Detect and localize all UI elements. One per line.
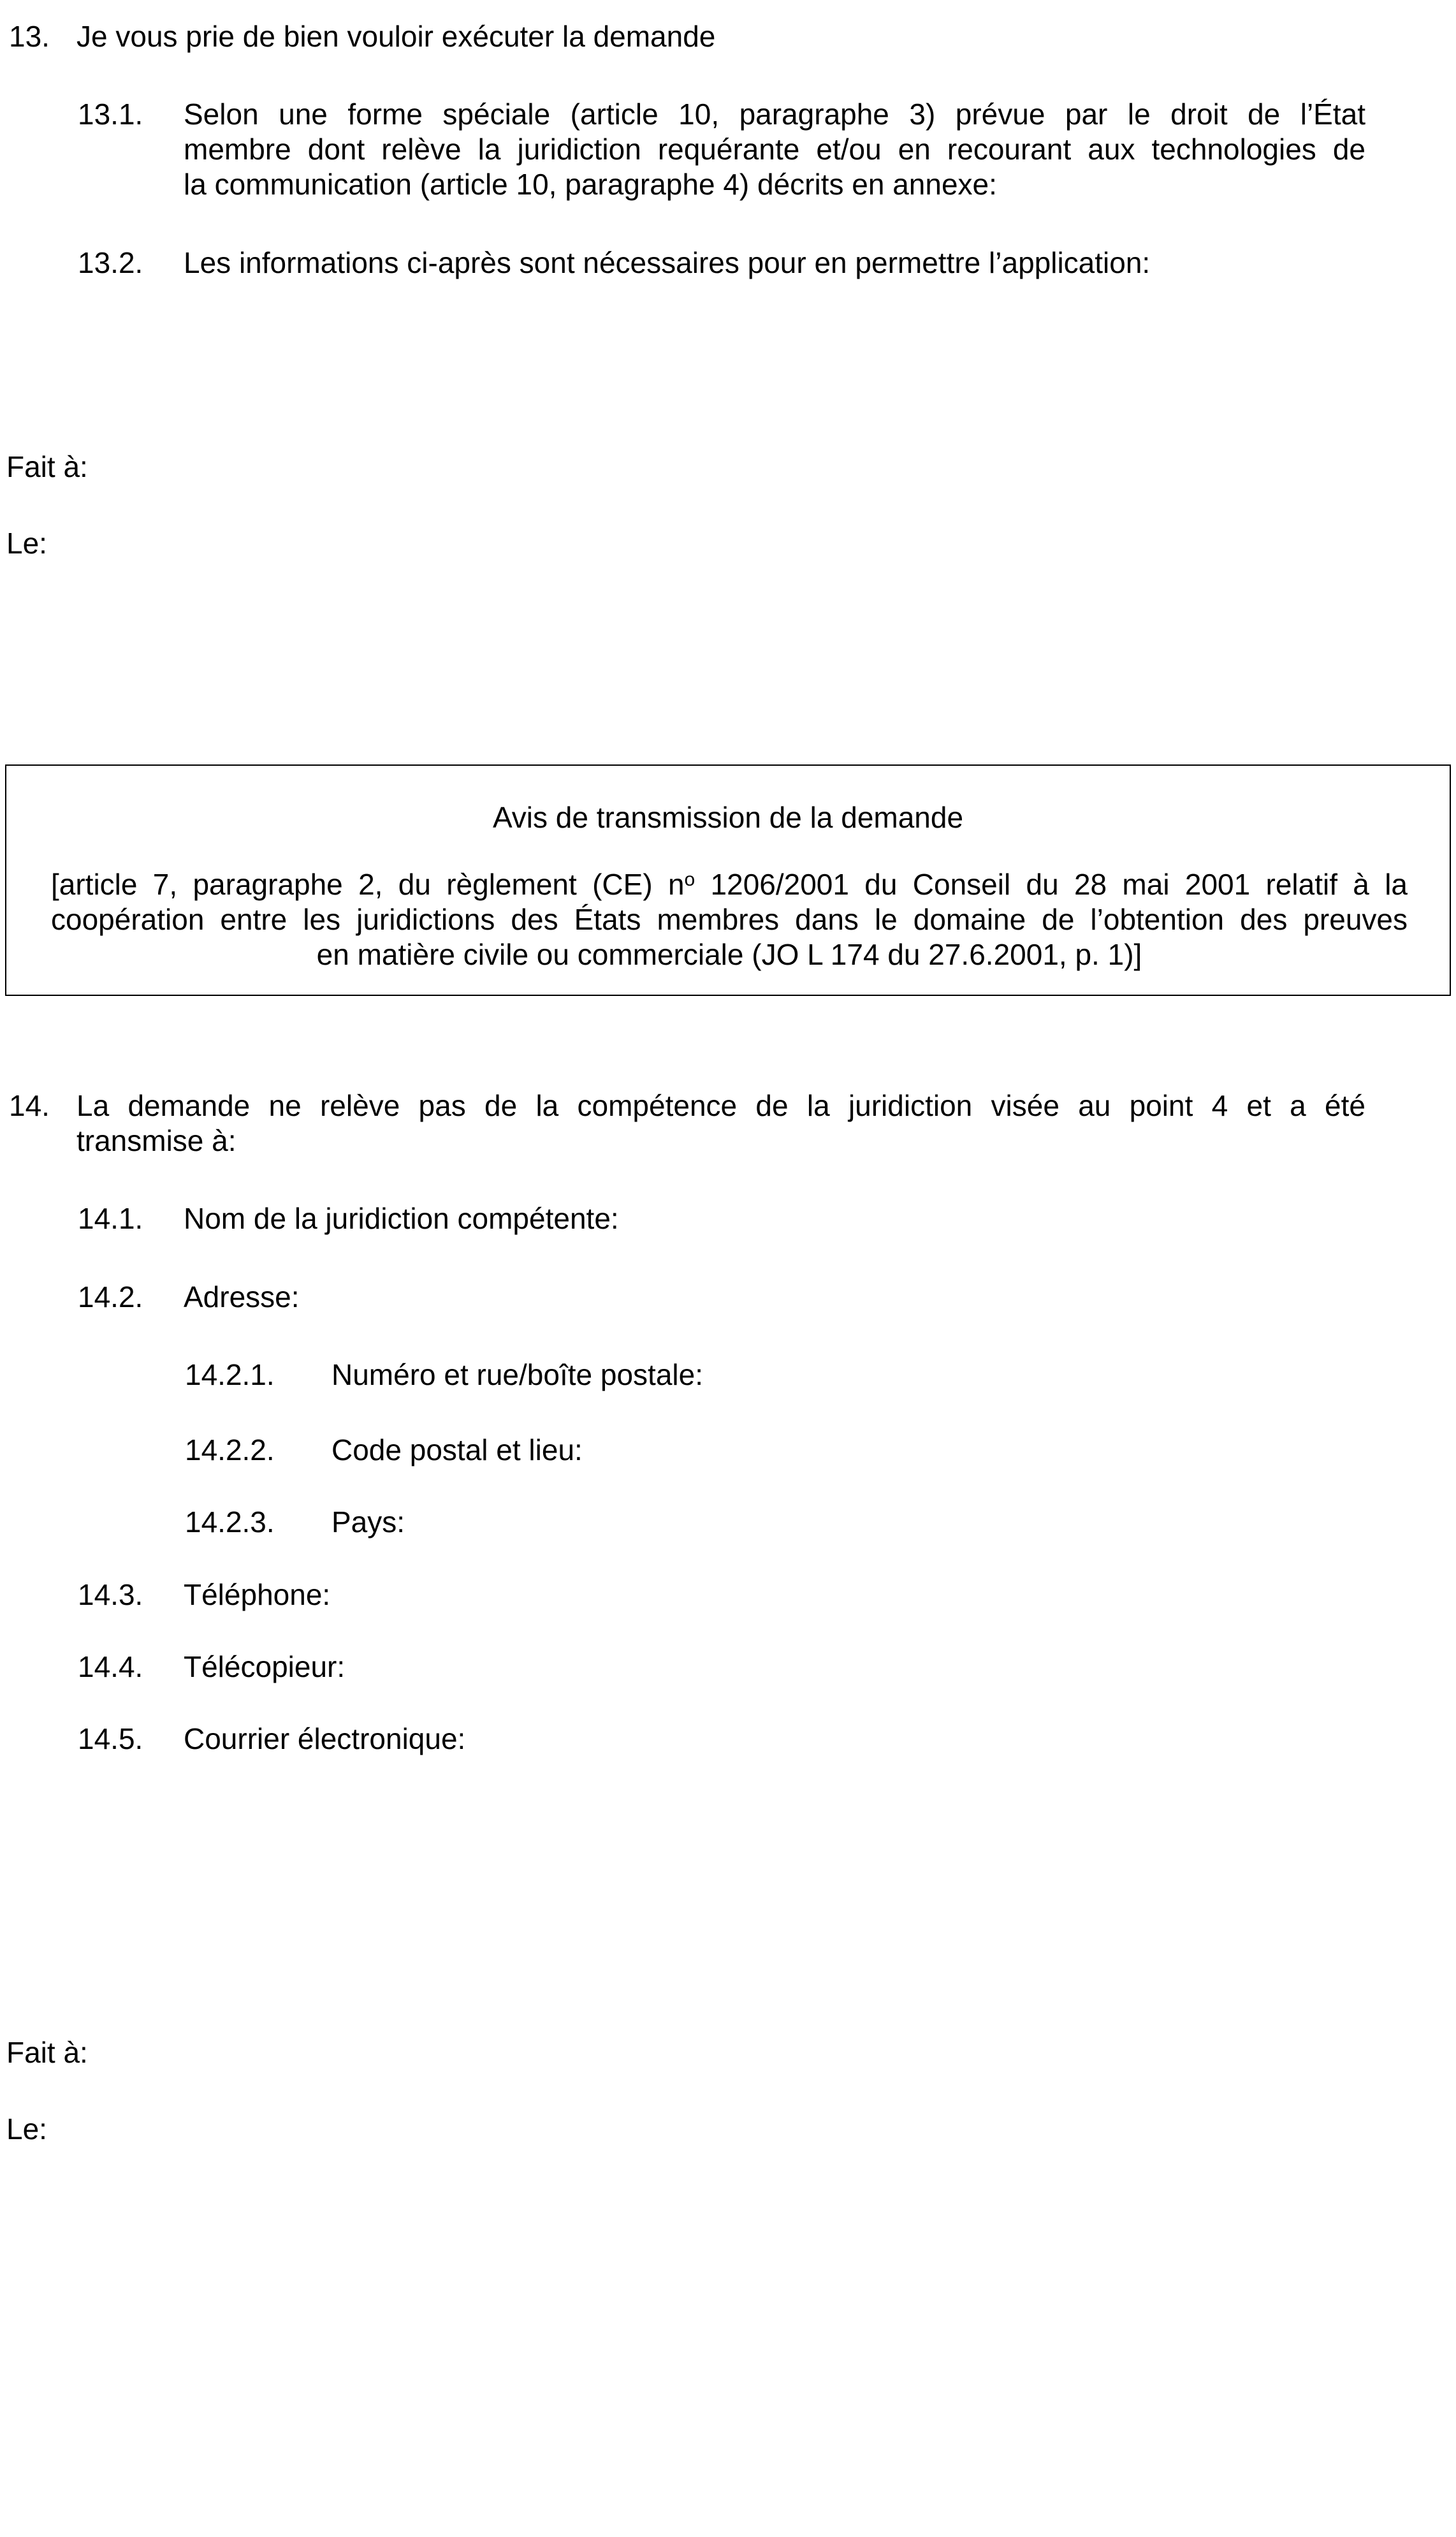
notice-line: en matière civile ou commerciale (JO L 174 du 27.6.2001, p. 1)]	[316, 938, 1142, 971]
item-14-2-3-label: Pays:	[331, 1505, 405, 1539]
place-label: Fait à:	[6, 2036, 88, 2069]
section-14-line: La demande ne relève pas de la compétence de la juridiction visée au point 4 et a été	[76, 1089, 1365, 1122]
item-14-5-label: Courrier électronique:	[184, 1722, 466, 1755]
item-13-1-line: membre dont relève la juridiction requérante et/ou en recourant aux technologies de	[184, 133, 1365, 166]
notice-title: Avis de transmission de la demande	[492, 801, 964, 834]
item-14-1-number: 14.1.	[78, 1202, 143, 1235]
date-label: Le:	[6, 527, 47, 560]
item-13-2-number: 13.2.	[78, 246, 143, 279]
item-14-2-1-number: 14.2.1.	[185, 1358, 275, 1391]
notice-line	[51, 867, 1408, 902]
section-13-text: Je vous prie de bien vouloir exécuter la demande	[76, 20, 716, 53]
place-label: Fait à:	[6, 450, 88, 483]
section-14-line: transmise à:	[76, 1124, 237, 1157]
item-13-1-text	[184, 97, 1365, 202]
item-14-2-1-label: Numéro et rue/boîte postale:	[331, 1358, 703, 1391]
section-13-number: 13.	[9, 20, 50, 53]
item-13-1-line: la communication (article 10, paragraphe 4) décrits en annexe:	[184, 168, 997, 201]
item-14-2-2-number: 14.2.2.	[185, 1433, 275, 1466]
item-13-1-number: 13.1.	[78, 98, 143, 131]
notice-line-1-start: [article 7, paragraphe 2, du règlement (CE) n	[51, 868, 685, 901]
date-label: Le:	[6, 2112, 47, 2146]
notice-line: coopération entre les juridictions des États membres dans le domaine de l’obtention des preuves	[51, 903, 1408, 936]
item-14-3-number: 14.3.	[78, 1578, 143, 1611]
item-14-2-label: Adresse:	[184, 1280, 300, 1313]
item-14-4-number: 14.4.	[78, 1650, 143, 1683]
notice-line-1-end: 1206/2001 du Conseil du 28 mai 2001 relatif à la	[695, 868, 1408, 901]
section-14-text	[76, 1088, 1365, 1159]
item-14-1-label: Nom de la juridiction compétente:	[184, 1202, 619, 1235]
section-14-number: 14.	[9, 1089, 50, 1122]
item-14-3-label: Téléphone:	[184, 1578, 331, 1611]
item-14-2-3-number: 14.2.3.	[185, 1505, 275, 1539]
transmission-notice-box	[5, 764, 1451, 996]
ordinal-indicator: o	[684, 869, 695, 890]
item-13-2-text: Les informations ci-après sont nécessaires pour en permettre l’application:	[184, 246, 1151, 279]
item-14-4-label: Télécopieur:	[184, 1650, 346, 1683]
item-14-2-2-label: Code postal et lieu:	[331, 1433, 583, 1466]
notice-legal-reference	[51, 867, 1408, 972]
item-13-1-line: Selon une forme spéciale (article 10, paragraphe 3) prévue par le droit de l’État	[184, 98, 1365, 131]
item-14-2-number: 14.2.	[78, 1280, 143, 1313]
item-14-5-number: 14.5.	[78, 1722, 143, 1755]
